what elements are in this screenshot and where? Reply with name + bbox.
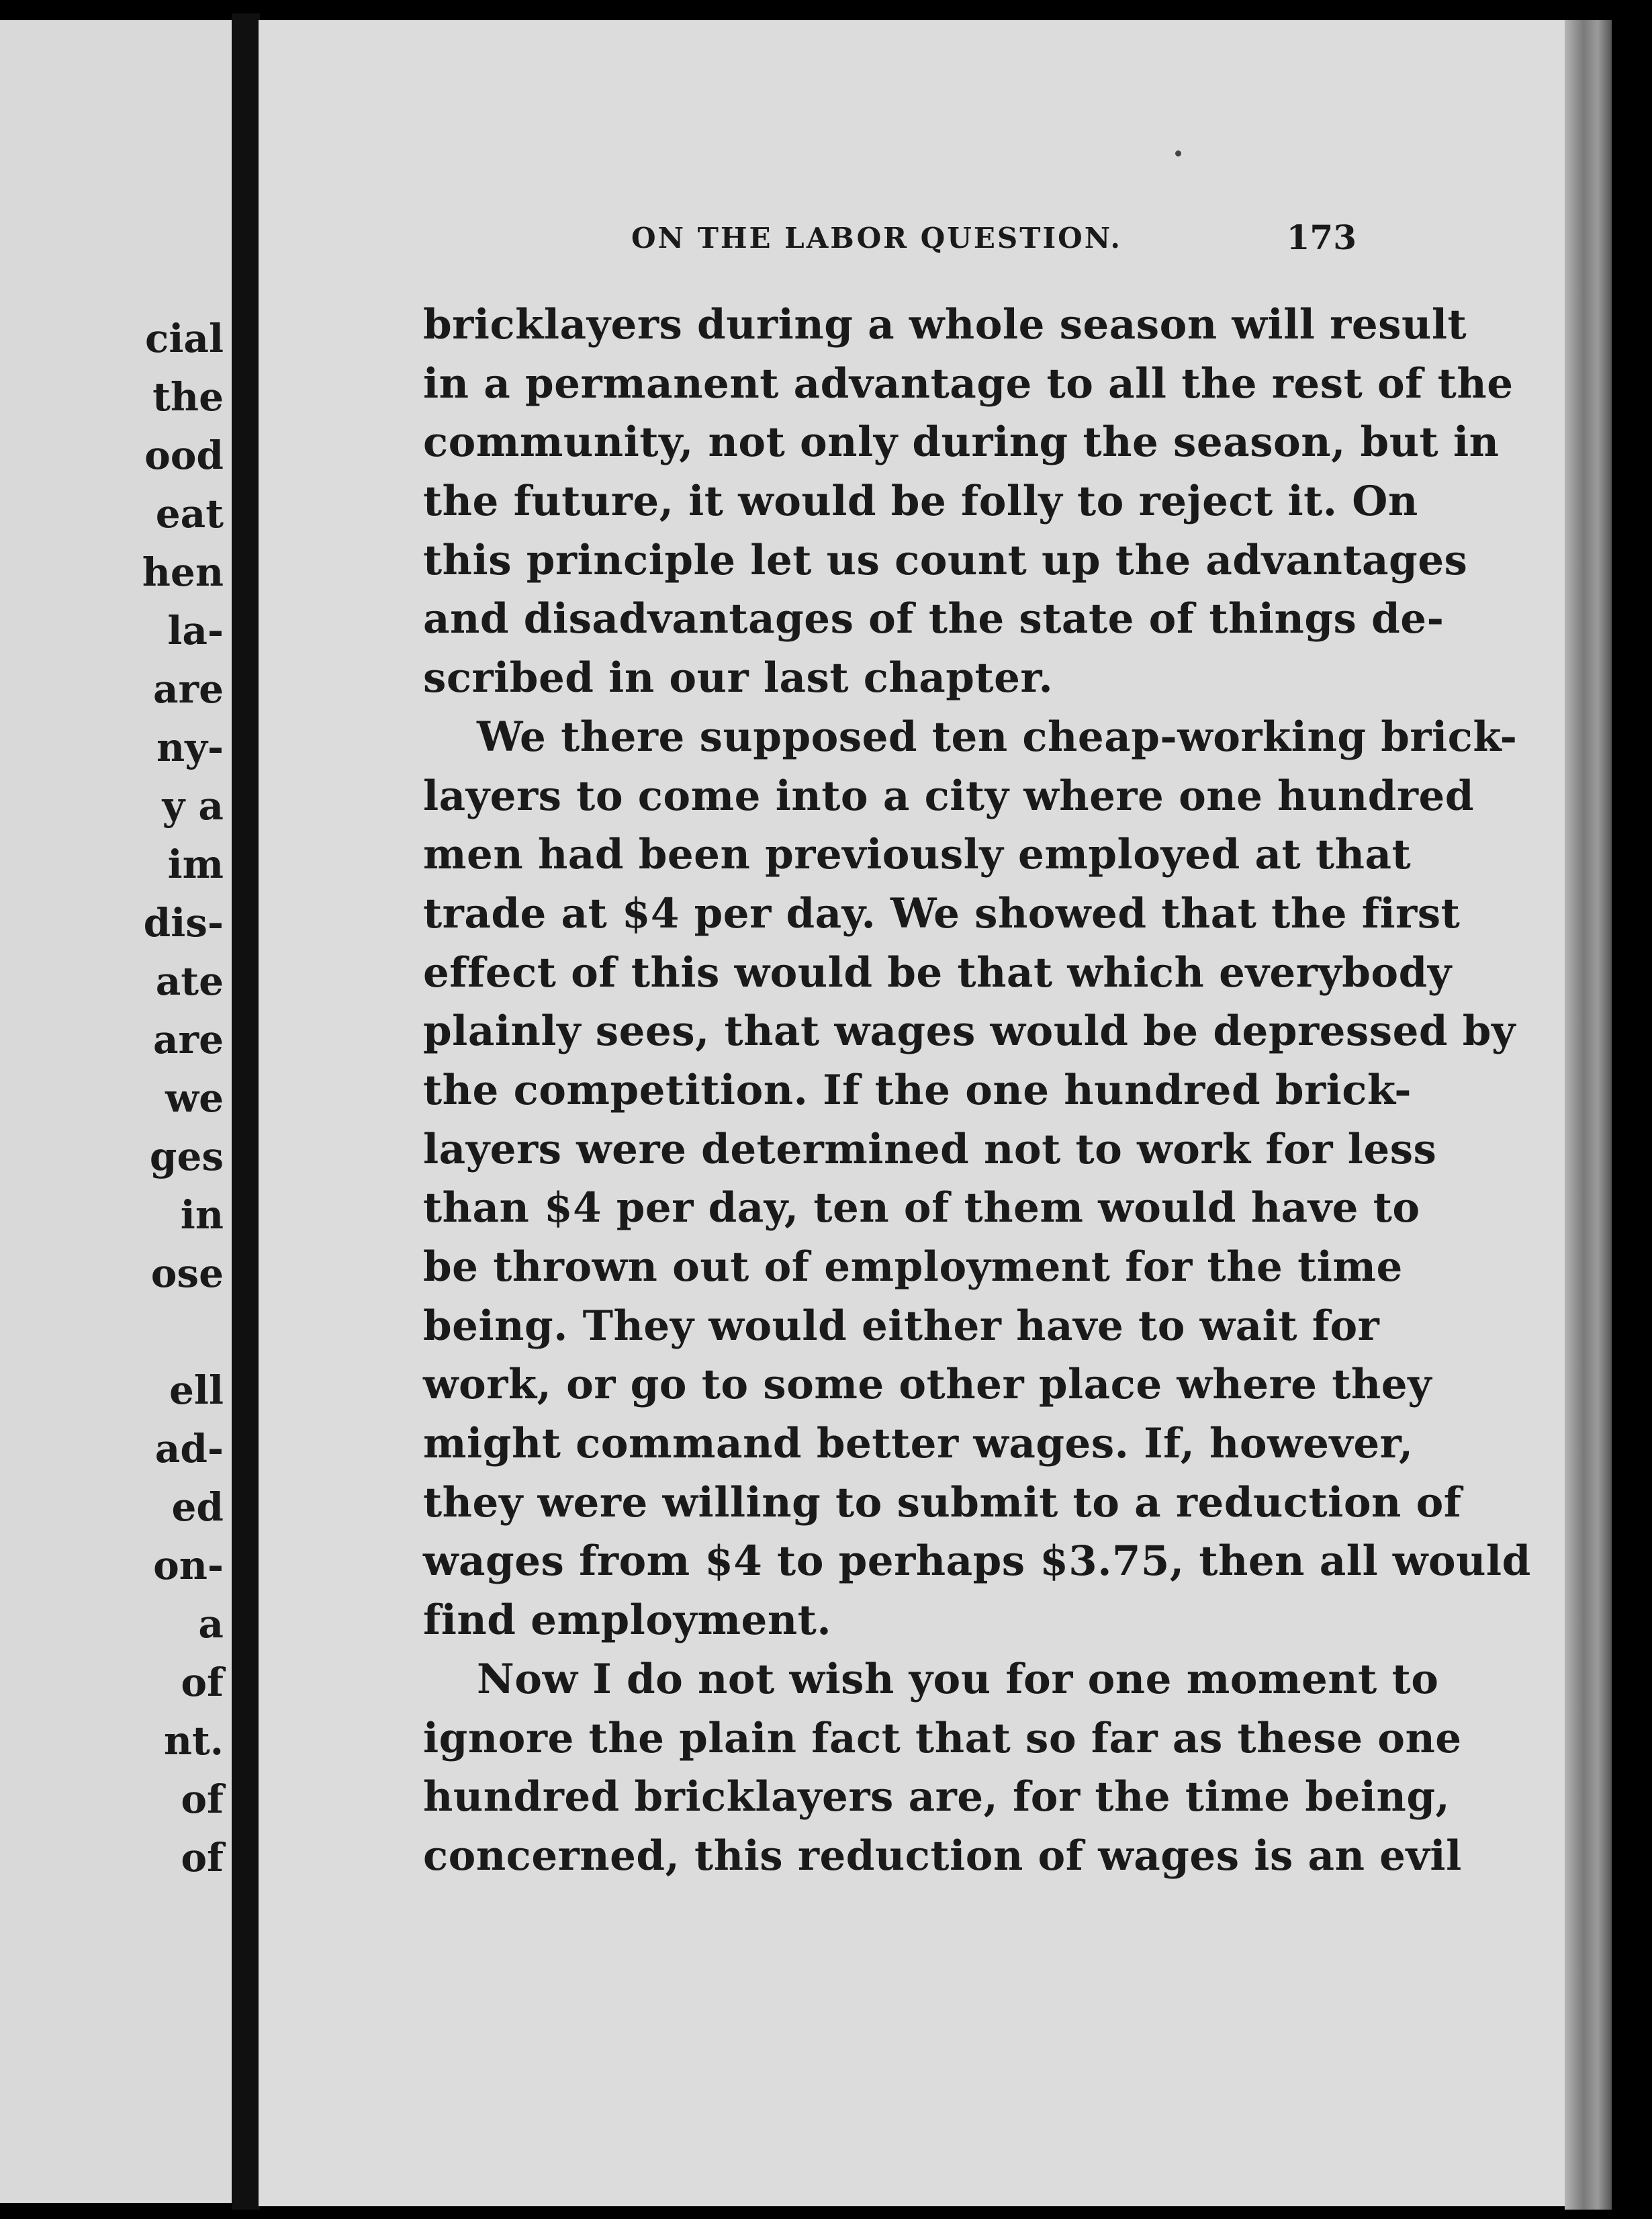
text-line: bricklayers during a whole season will result	[423, 301, 1467, 349]
facing-page-fragment: we	[165, 1075, 224, 1121]
text-line: layers were determined not to work for less	[423, 1125, 1437, 1173]
text-line: plainly sees, that wages would be depressed by	[423, 1007, 1516, 1056]
facing-page-fragment: of	[181, 1835, 224, 1881]
text-line: in a permanent advantage to all the rest of the	[423, 359, 1514, 408]
text-line: wages from $4 to perhaps $3.75, then all would	[423, 1537, 1531, 1586]
paragraph	[423, 1650, 1462, 1886]
text-line: concerned, this reduction of wages is an evil	[423, 1831, 1462, 1880]
text-line: they were willing to submit to a reduction of	[423, 1478, 1462, 1527]
book-gutter	[232, 13, 260, 2210]
ink-speck	[1175, 150, 1181, 156]
page-number: 173	[1286, 218, 1357, 257]
facing-page-fragment: the	[152, 374, 224, 420]
facing-page-fragment: a	[198, 1601, 224, 1647]
text-line: hundred bricklayers are, for the time being,	[423, 1773, 1451, 1821]
facing-page-fragment: ad-	[154, 1426, 224, 1471]
text-line: this principle let us count up the advantages	[423, 536, 1468, 584]
text-line: trade at $4 per day. We showed that the first	[423, 889, 1461, 938]
paragraph	[423, 708, 1531, 1650]
running-title: ON THE LABOR QUESTION.	[631, 222, 1123, 255]
facing-page-fragment: are	[152, 1017, 224, 1062]
text-line: being. They would either have to wait for	[423, 1302, 1380, 1350]
facing-page-fragment: la-	[167, 608, 224, 653]
facing-page-fragment: cial	[145, 316, 224, 361]
facing-page-fragment: ges	[149, 1134, 224, 1179]
text-line: the future, it would be folly to reject it. On	[423, 478, 1418, 526]
paragraph	[423, 296, 1514, 708]
text-line: scribed in our last chapter.	[423, 654, 1054, 703]
facing-page-fragment: ose	[150, 1251, 224, 1296]
text-line: effect of this would be that which everybody	[423, 948, 1452, 997]
facing-page-fragment: ell	[169, 1367, 224, 1413]
running-head	[363, 208, 1357, 262]
text-line: community, not only during the season, but in	[423, 418, 1500, 467]
facing-page-fragment: hen	[142, 549, 224, 595]
text-line: We there supposed ten cheap-working brick-	[477, 713, 1518, 761]
text-line: be thrown out of employment for the time	[423, 1243, 1403, 1291]
facing-page-fragment: ed	[171, 1484, 224, 1530]
facing-page-fragment: in	[180, 1192, 224, 1238]
text-line: than $4 per day, ten of them would have to	[423, 1184, 1420, 1232]
facing-page-fragment: y a	[162, 783, 224, 829]
facing-page-fragment: ny-	[156, 725, 224, 770]
text-line: layers to come into a city where one hundred	[423, 772, 1474, 820]
text-line: ignore the plain fact that so far as these one	[423, 1714, 1462, 1762]
text-line: men had been previously employed at that	[423, 831, 1412, 879]
facing-page-fragment: nt.	[163, 1718, 224, 1764]
facing-page-fragment: are	[152, 666, 224, 712]
text-line: find employment.	[423, 1596, 832, 1645]
facing-page-fragment: ood	[144, 433, 224, 478]
body-text	[423, 296, 1531, 1886]
facing-page-fragment: on-	[153, 1543, 224, 1588]
facing-page-fragment: im	[167, 842, 224, 887]
facing-page-fragment: of	[181, 1776, 224, 1822]
text-line: Now I do not wish you for one moment to	[477, 1655, 1439, 1703]
facing-page-fragment: dis-	[143, 900, 224, 946]
page-edge	[1565, 20, 1612, 2210]
facing-page-fragment: ate	[155, 958, 224, 1004]
facing-page-fragment: of	[181, 1660, 224, 1705]
facing-page	[0, 20, 232, 2203]
text-line: and disadvantages of the state of things de-	[423, 595, 1444, 643]
facing-page-fragment: eat	[155, 491, 224, 537]
text-line: the competition. If the one hundred brick-	[423, 1066, 1412, 1114]
text-line: might command better wages. If, however,	[423, 1420, 1414, 1468]
text-line: work, or go to some other place where they	[423, 1361, 1432, 1409]
